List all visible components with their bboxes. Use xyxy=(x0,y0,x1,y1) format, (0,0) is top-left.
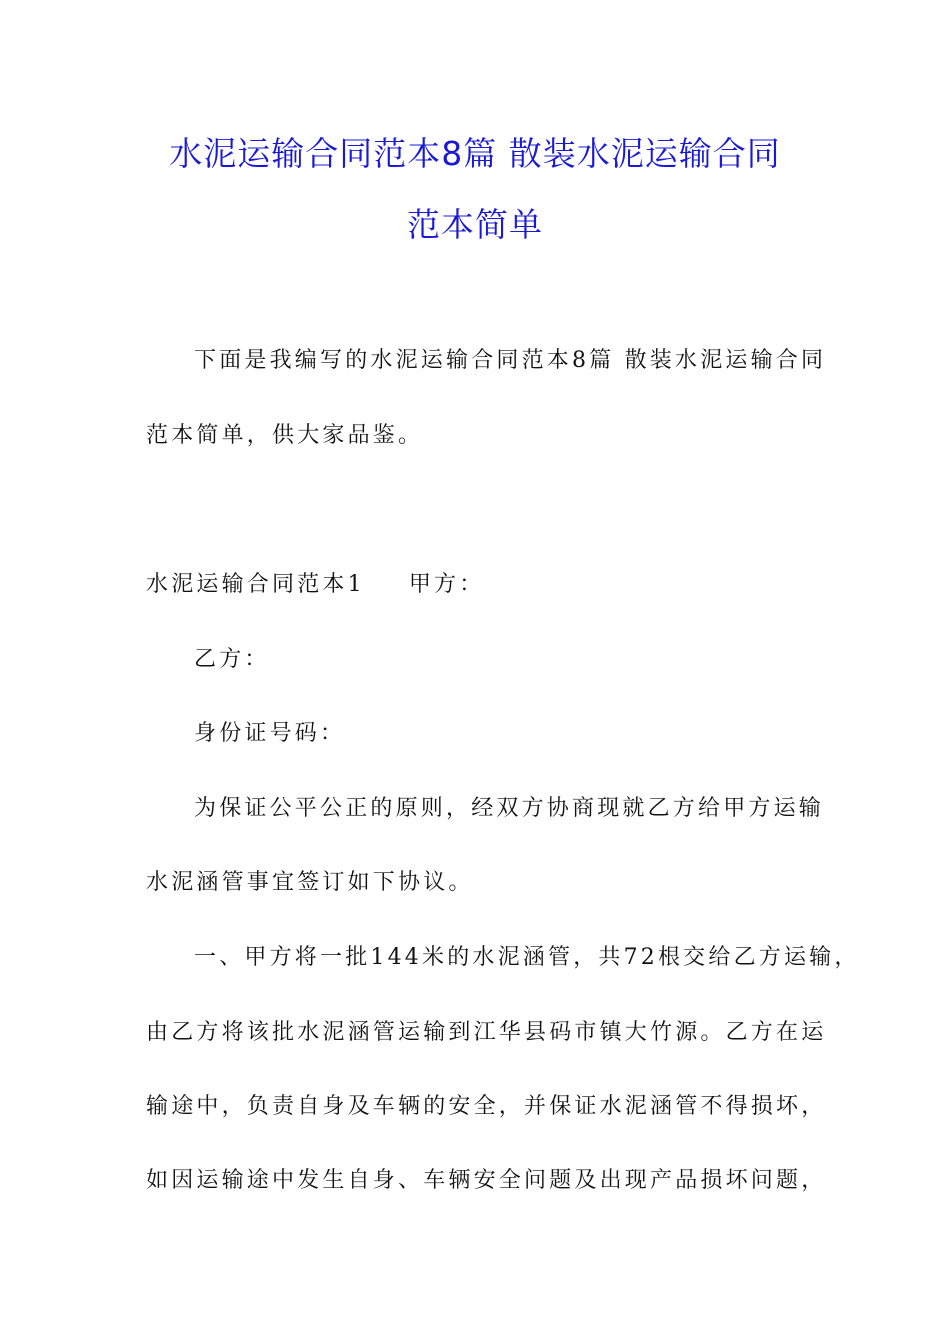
clause-1-line-4: 如因运输途中发生自身、车辆安全问题及出现产品损坏问题， xyxy=(146,1168,827,1193)
purpose-line-2: 水泥涵管事宜签订如下协议。 xyxy=(146,870,474,895)
section-heading: 水泥运输合同范本1 xyxy=(146,572,365,597)
intro-line-1: 下面是我编写的水泥运输合同范本8篇 散装水泥运输合同 xyxy=(194,348,827,373)
clause-1-line-2: 由乙方将该批水泥涵管运输到江华县码市镇大竹源。乙方在运 xyxy=(146,1020,827,1045)
document-title-line-2: 范本简单 xyxy=(407,205,543,244)
purpose-line-1: 为保证公平公正的原则，经双方协商现就乙方给甲方运输 xyxy=(194,796,825,821)
clause-1-line-1: 一、甲方将一批144米的水泥涵管，共72根交给乙方运输， xyxy=(194,945,860,970)
id-number-label: 身份证号码： xyxy=(194,721,346,746)
party-a-label: 甲方： xyxy=(408,572,485,597)
document-title-line-1: 水泥运输合同范本8篇 散装水泥运输合同 xyxy=(169,134,781,173)
clause-1-line-3: 输途中，负责自身及车辆的安全，并保证水泥涵管不得损坏， xyxy=(146,1094,827,1119)
party-b-label: 乙方： xyxy=(194,647,270,672)
section-heading-row xyxy=(146,571,484,599)
intro-line-2: 范本简单，供大家品鉴。 xyxy=(146,423,424,448)
